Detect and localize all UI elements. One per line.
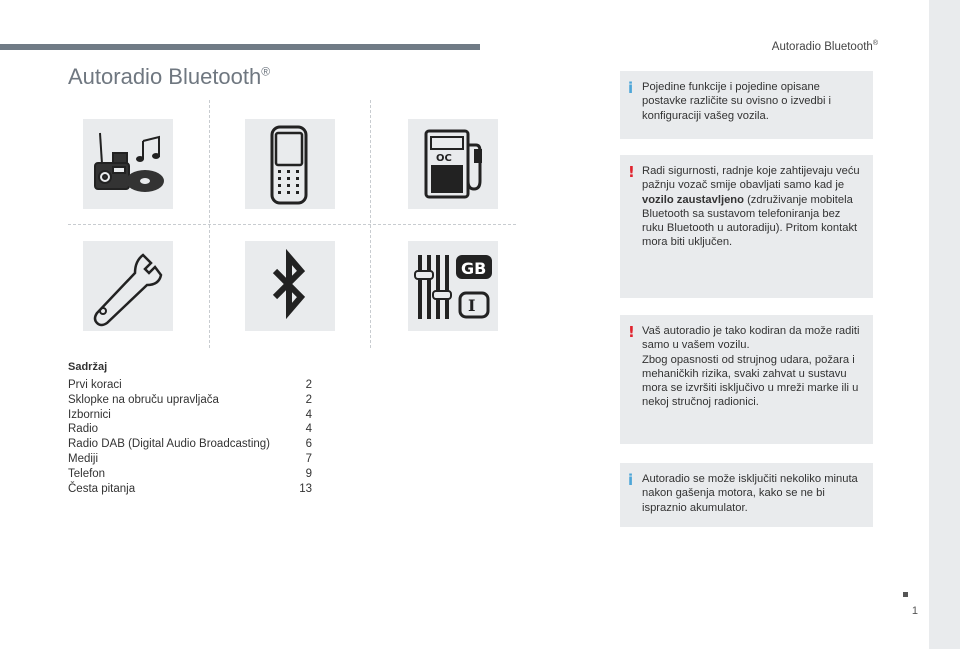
language-label-top: GB [461,259,487,278]
note-text: Pojedine funkcije i pojedine opisane postavke različite su ovisno o izvedbi i konfiguraciji vašeg vozila. [642,81,832,122]
svg-text:OC: OC [436,153,452,164]
info-note [620,71,873,139]
toc-item[interactable]: Radio DAB (Digital Audio Broadcasting) 6 [68,438,312,451]
fuel-pump-icon [408,119,498,209]
info-icon: i [628,471,634,489]
warning-icon: ! [628,163,635,181]
settings-language-icon [408,241,498,331]
grid-divider [68,224,516,225]
note-text: Vaš autoradio je tako kodiran da može raditi samo u vašem vozilu. [642,325,860,352]
warning-note [620,315,873,444]
toc-item[interactable]: Sklopke na obruču upravljača 2 [68,393,312,406]
toc-item[interactable]: Izbornici 4 [68,408,312,421]
toc-item[interactable]: Česta pitanja 13 [68,482,312,495]
page-number: 1 [911,605,918,617]
note-text: Radi sigurnosti, radnje koje zahtijevaju veću pažnju vozač smije obavljati samo kad je vozilo zaustavljeno (združivanje mobitela Bluetooth sa sustavom telefoniranja bez ruku Bluetooth u autoradiju). Pritom kontakt mora biti uključen. [642,165,860,249]
note-text: Zbog opasnosti od strujnog udara, požara i mehaničkih rizika, svaki zahvat u sustavu mora se izvršiti isključivo u mreži marke ili u nekoj stručnoj radionici. [642,353,859,409]
language-label-bottom: I [468,296,476,315]
radio-music-icon [83,119,173,209]
bluetooth-icon [245,241,335,331]
running-header: Autoradio Bluetooth® [771,40,878,53]
toc-item[interactable]: Telefon 9 [68,467,312,480]
toc-item[interactable]: Radio 4 [68,423,312,436]
toc-heading: Sadržaj [68,361,108,373]
toc-item[interactable]: Prvi koraci 2 [68,379,312,391]
mobile-phone-icon [245,119,335,209]
page-side-strip [929,0,960,649]
warning-icon: ! [628,323,635,341]
info-note [620,463,873,527]
page-title: Autoradio Bluetooth® [68,64,271,89]
wrench-icon [83,241,173,331]
note-text: Autoradio se može isključiti nekoliko minuta nakon gašenja motora, kako se ne bi ispraznio akumulator. [642,473,858,514]
info-icon: i [628,79,634,97]
table-of-contents [68,378,312,496]
page-marker [903,592,908,597]
toc-item[interactable]: Mediji 7 [68,452,312,465]
warning-note [620,155,873,298]
header-rule [0,44,480,50]
